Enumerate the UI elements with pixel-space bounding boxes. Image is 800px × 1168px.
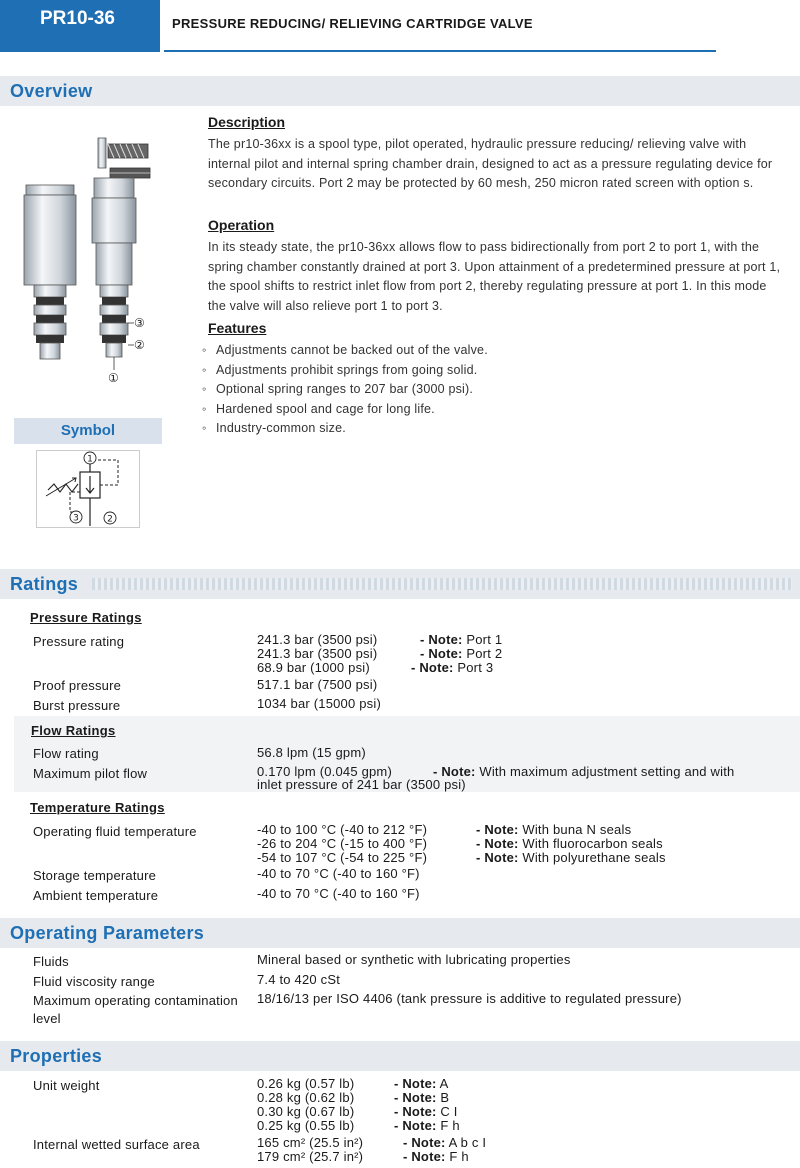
- storage-temperature-value: -40 to 70 °C (-40 to 160 °F): [257, 866, 420, 881]
- feature-item: ◦ Hardened spool and cage for long life.: [216, 400, 488, 420]
- pressure-rating-value: 241.3 bar (3500 psi): [257, 646, 378, 661]
- operation-heading: Operation: [208, 217, 275, 233]
- fluid-temperature-note: - Note: With polyurethane seals: [476, 850, 666, 865]
- wetted-surface-label: Internal wetted surface area: [33, 1137, 200, 1152]
- pressure-rating-value: 241.3 bar (3500 psi): [257, 632, 378, 647]
- flow-rating-value: 56.8 lpm (15 gpm): [257, 745, 366, 760]
- viscosity-label: Fluid viscosity range: [33, 974, 155, 989]
- pressure-rating-note: - Note: Port 2: [420, 646, 503, 661]
- pilot-flow-label: Maximum pilot flow: [33, 766, 148, 781]
- pressure-rating-label: Pressure rating: [33, 634, 125, 649]
- valve-illustration: [14, 130, 174, 390]
- header-divider: [164, 50, 716, 52]
- unit-weight-note: - Note: F h: [394, 1118, 460, 1133]
- product-code: PR10-36: [0, 0, 160, 52]
- storage-temperature-label: Storage temperature: [33, 868, 157, 883]
- description-text: The pr10-36xx is a spool type, pilot operated, hydraulic pressure reducing/ relieving valve with internal pilot and internal spring chamber drain, designed to act as a pressure regulating device for secondary circuits. Port 2 may be protected by 60 mesh, 250 micron rated screen with option s.: [208, 137, 773, 190]
- features-list: [216, 341, 488, 439]
- svg-text:3: 3: [73, 513, 79, 524]
- contamination-label: Maximum operating contamination: [33, 993, 238, 1008]
- overview-title: Overview: [10, 81, 93, 101]
- unit-weight-value: 0.25 kg (0.55 lb): [257, 1118, 355, 1133]
- ambient-temperature-label: Ambient temperature: [33, 888, 159, 903]
- pilot-flow-note-cont: inlet pressure of 241 bar (3500 psi): [257, 777, 466, 792]
- pressure-rating-value: 68.9 bar (1000 psi): [257, 660, 370, 675]
- contamination-label-cont: level: [33, 1011, 61, 1026]
- hydraulic-symbol: [36, 450, 140, 528]
- unit-weight-note: - Note: A: [394, 1076, 449, 1091]
- ambient-temperature-value: -40 to 70 °C (-40 to 160 °F): [257, 886, 420, 901]
- pilot-flow-value: 0.170 lpm (0.045 gpm): [257, 764, 392, 779]
- ratings-title: Ratings: [10, 574, 79, 594]
- wetted-surface-value: 179 cm² (25.7 in²): [257, 1149, 364, 1164]
- pressure-ratings-heading: Pressure Ratings: [30, 610, 142, 625]
- pilot-flow-note: - Note: With maximum adjustment setting and with: [433, 764, 735, 779]
- fluid-temperature-note: - Note: With buna N seals: [476, 822, 632, 837]
- fluid-temperature-value: -40 to 100 °C (-40 to 212 °F): [257, 822, 428, 837]
- unit-weight-value: 0.30 kg (0.67 lb): [257, 1104, 355, 1119]
- wetted-surface-value: 165 cm² (25.5 in²): [257, 1135, 364, 1150]
- unit-weight-value: 0.26 kg (0.57 lb): [257, 1076, 355, 1091]
- blurred-strip: [92, 578, 792, 590]
- properties-title: Properties: [10, 1046, 103, 1066]
- operation-text: In its steady state, the pr10-36xx allows flow to pass bidirectionally from port 2 to port 1, with the spring chamber constantly drained at port 3. Upon attainment of a predetermined pressure at port 1, the spool shifts to restrict inlet flow from port 2, thereby regulating pressure at port 1. In this mode the valve will also relieve port 1 to port 3.: [208, 240, 781, 313]
- symbol-label: Symbol: [14, 418, 162, 444]
- svg-text:1: 1: [87, 454, 93, 465]
- pressure-rating-note: - Note: Port 1: [420, 632, 503, 647]
- port-label-3: ③: [134, 316, 145, 330]
- burst-pressure-label: Burst pressure: [33, 698, 121, 713]
- fluids-value: Mineral based or synthetic with lubricating properties: [257, 952, 571, 967]
- product-title: PRESSURE REDUCING/ RELIEVING CARTRIDGE VALVE: [172, 16, 533, 31]
- operating-title: Operating Parameters: [10, 923, 205, 943]
- wetted-surface-note: - Note: A b c I: [403, 1135, 487, 1150]
- fluid-temperature-value: -54 to 107 °C (-54 to 225 °F): [257, 850, 428, 865]
- viscosity-value: 7.4 to 420 cSt: [257, 972, 341, 987]
- fluid-temperature-value: -26 to 204 °C (-15 to 400 °F): [257, 836, 428, 851]
- unit-weight-note: - Note: C I: [394, 1104, 458, 1119]
- fluids-label: Fluids: [33, 954, 69, 969]
- flow-rating-label: Flow rating: [33, 746, 99, 761]
- description-heading: Description: [208, 114, 286, 130]
- proof-pressure-value: 517.1 bar (7500 psi): [257, 677, 378, 692]
- fluid-temperature-note: - Note: With fluorocarbon seals: [476, 836, 663, 851]
- burst-pressure-value: 1034 bar (15000 psi): [257, 696, 381, 711]
- svg-text:2: 2: [107, 514, 113, 525]
- feature-item: ◦ Adjustments prohibit springs from going solid.: [216, 361, 488, 381]
- wetted-surface-note: - Note: F h: [403, 1149, 469, 1164]
- feature-item: ◦ Industry-common size.: [216, 419, 488, 439]
- feature-item: ◦ Optional spring ranges to 207 bar (3000 psi).: [216, 380, 488, 400]
- port-label-2: ②: [134, 338, 145, 352]
- unit-weight-value: 0.28 kg (0.62 lb): [257, 1090, 355, 1105]
- unit-weight-note: - Note: B: [394, 1090, 450, 1105]
- port-label-1: ①: [108, 371, 119, 385]
- pressure-rating-note: - Note: Port 3: [411, 660, 494, 675]
- fluid-temperature-label: Operating fluid temperature: [33, 824, 197, 839]
- properties-section-bar: [0, 1041, 800, 1071]
- valve-right-view: [92, 138, 150, 370]
- feature-item: ◦ Adjustments cannot be backed out of the valve.: [216, 341, 488, 361]
- valve-left-view: [24, 185, 76, 359]
- features-heading: Features: [208, 320, 267, 336]
- temperature-ratings-heading: Temperature Ratings: [30, 800, 165, 815]
- unit-weight-label: Unit weight: [33, 1078, 100, 1093]
- contamination-value: 18/16/13 per ISO 4406 (tank pressure is additive to regulated pressure): [257, 991, 682, 1006]
- flow-ratings-heading: Flow Ratings: [31, 723, 116, 738]
- overview-section-bar: [0, 76, 800, 106]
- proof-pressure-label: Proof pressure: [33, 678, 122, 693]
